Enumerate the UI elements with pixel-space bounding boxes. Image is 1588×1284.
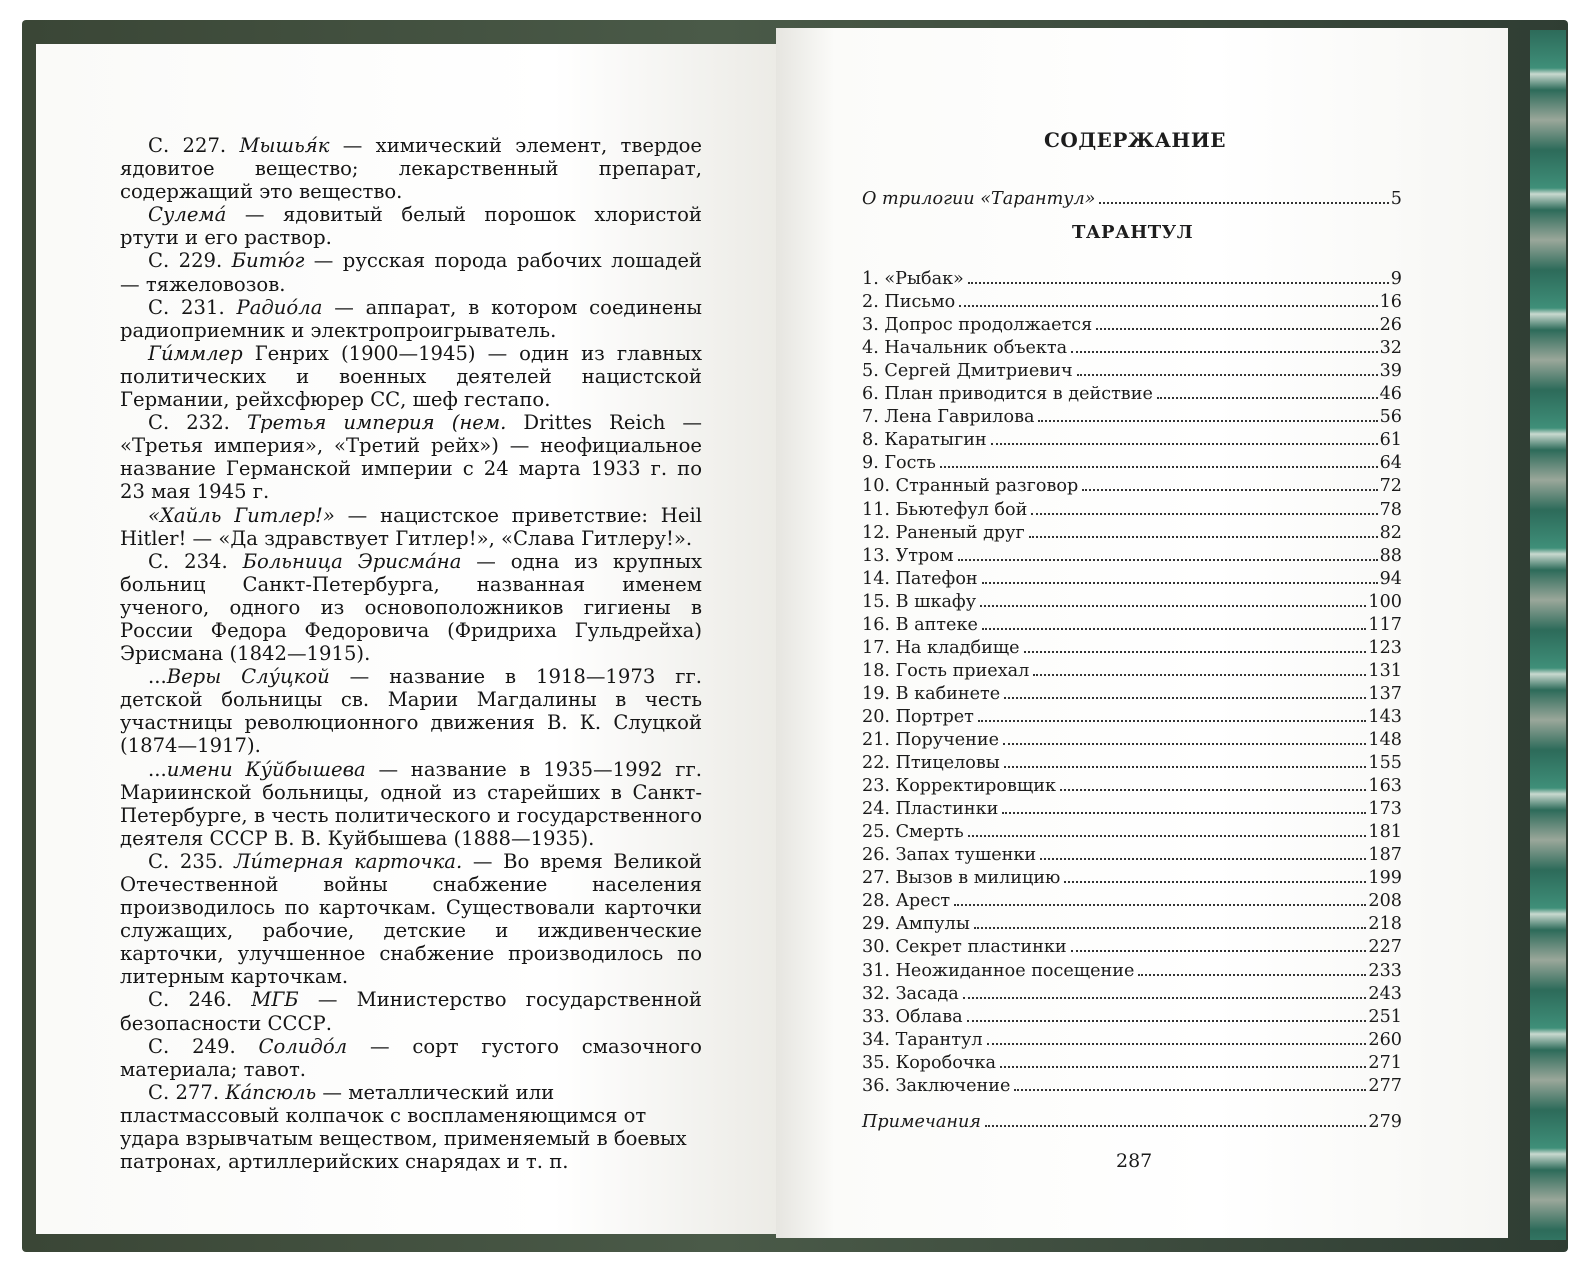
toc-leader-dots [1082, 469, 1377, 491]
toc-leader-dots [1024, 631, 1367, 653]
toc-leader-dots [982, 562, 1378, 584]
toc-chapter-row[interactable] [862, 539, 1402, 566]
toc-chapter-page: 155 [1368, 753, 1402, 774]
toc-chapter-label: 14. Патефон [862, 568, 978, 589]
toc-chapter-page: 137 [1368, 683, 1402, 704]
note-text: — ядовитый белый порошок хлористой ртути и его раствор. [120, 203, 702, 250]
note-term: МГБ [251, 988, 299, 1012]
toc-chapter-label: 32. Засада [862, 983, 959, 1004]
toc-chapter-label: 10. Странный разговор [862, 476, 1079, 497]
note-paragraph [120, 134, 702, 203]
toc-chapter-page: 173 [1368, 799, 1402, 820]
toc-chapter-row[interactable] [862, 838, 1402, 866]
toc-chapter-page: 243 [1368, 983, 1402, 1004]
toc-leader-dots [1014, 1069, 1366, 1091]
toc-chapter-label: 35. Коробочка [862, 1052, 996, 1073]
toc-chapter-row[interactable] [862, 677, 1402, 704]
toc-leader-dots [987, 1023, 1367, 1045]
toc-leader-dots [1004, 746, 1367, 768]
toc-chapter-page: 94 [1379, 568, 1402, 589]
toc-leader-dots [985, 1105, 1366, 1127]
toc-chapter-row[interactable] [862, 769, 1402, 797]
toc-chapter-row[interactable] [862, 308, 1402, 336]
toc-chapter-page: 181 [1368, 822, 1402, 843]
toc-chapter-label: 11. Бьютефул бой [862, 499, 1028, 520]
toc-chapter-row[interactable] [862, 723, 1402, 750]
toc-chapter-row[interactable] [862, 631, 1402, 658]
toc-chapter-label: 3. Допрос продолжается [862, 315, 1093, 336]
toc-leader-dots [954, 884, 1366, 906]
note-paragraph [120, 1081, 702, 1173]
toc-leader-dots [958, 539, 1378, 561]
toc-chapter-label: 34. Тарантул [862, 1029, 983, 1050]
toc-chapter-label: 4. Начальник объекта [862, 338, 1068, 359]
note-paragraph [120, 342, 702, 411]
toc-chapter-page: 61 [1379, 430, 1402, 451]
note-paragraph [120, 203, 702, 249]
toc-chapter-label: 17. На кладбище [862, 637, 1020, 658]
toc-chapter-label: 8. Каратыгин [862, 430, 987, 451]
note-text: — химический элемент, твердое ядовитое вещество; лекарственный препарат, содержащий это вещество. [120, 134, 703, 204]
toc-chapter-label: 30. Секрет пластинки [862, 937, 1067, 958]
toc-chapter-label: 27. Вызов в милицию [862, 868, 1061, 889]
note-term: Веры Слу́цкой [166, 665, 330, 689]
note-paragraph [120, 550, 702, 665]
toc-chapter-row[interactable] [862, 1069, 1402, 1096]
note-term: имени Ку́йбышева [166, 757, 366, 781]
note-text: Drittes Reich — «Третья империя», «Третий рейх») — неофициальное название Германской империи с 24 марта 1933 г. по 23 мая 1945 г. [120, 411, 702, 504]
note-term: Третья империя (нем. [246, 411, 507, 435]
toc-leader-dots [1031, 493, 1377, 515]
note-prefix: С. 249. [148, 1034, 259, 1058]
toc-leader-dots [968, 262, 1389, 284]
note-paragraph [120, 850, 702, 989]
toc-leader-dots [991, 423, 1378, 445]
note-text: — нацистское приветствие: Heil Hitler! — «Да здравствует Гитлер!», «Слава Гитлеру!». [120, 503, 702, 550]
note-term: Ги́ммлер [148, 341, 243, 365]
toc-chapter-row[interactable] [862, 562, 1402, 589]
note-text: — одна из крупных больниц Санкт-Петербурга, названная именем ученого, одного из основоположников гигиены в России Федора Федоровича (Фридриха Гульдрейха) Эрисмана (1842—1915). [120, 549, 703, 666]
note-prefix: С. 231. [148, 295, 237, 319]
toc-chapter-row[interactable] [862, 493, 1402, 520]
toc-chapter-page: 9 [1390, 269, 1402, 289]
toc-chapter-row[interactable] [862, 930, 1402, 958]
toc-leader-dots [940, 446, 1378, 468]
toc-chapter-page: 26 [1379, 315, 1402, 336]
toc-chapter-row[interactable] [862, 585, 1402, 612]
toc-chapter-row[interactable] [862, 977, 1402, 1004]
toc-chapter-row[interactable] [862, 608, 1402, 635]
note-term: «Хайль Гитлер!» [148, 503, 335, 527]
toc-chapter-page: 88 [1379, 545, 1402, 566]
toc-chapter-page: 218 [1368, 914, 1402, 935]
toc-chapter-label: 2. Письмо [862, 292, 956, 313]
toc-chapter-row[interactable] [862, 654, 1402, 681]
toc-leader-dots [1060, 769, 1366, 791]
toc-leader-dots [967, 1000, 1367, 1022]
cover-edge-pattern [1530, 30, 1566, 1240]
toc-chapter-page: 260 [1368, 1029, 1402, 1050]
toc-chapter-row[interactable] [862, 423, 1402, 451]
toc-chapter-label: 12. Раненый друг [862, 522, 1025, 543]
toc-chapter-page: 199 [1368, 868, 1402, 889]
toc-chapter-label: 16. В аптеке [862, 614, 978, 635]
toc-leader-dots [1157, 377, 1378, 399]
toc-leader-dots [1033, 654, 1366, 676]
toc-chapter-label: 18. Гость приехал [862, 660, 1030, 681]
toc-leader-dots [963, 977, 1367, 999]
toc-chapter-page: 131 [1368, 660, 1402, 681]
toc-leader-dots [1096, 308, 1377, 330]
toc-leader-dots [1071, 930, 1367, 952]
toc-chapter-row[interactable] [862, 954, 1402, 981]
note-term: Больница Эрисма́на [242, 549, 462, 573]
note-paragraph [120, 504, 702, 550]
toc-leader-dots [978, 700, 1366, 722]
toc-chapter-page: 233 [1368, 960, 1402, 981]
toc-chapter-label: 23. Корректировщик [862, 776, 1057, 797]
note-text: — аппарат, в котором соединены радиоприемник и электропроигрыватель. [120, 295, 702, 342]
toc-chapter-label: 9. Гость [862, 453, 936, 474]
note-term: Ли́терная карточка. [234, 849, 463, 873]
note-prefix: ... [148, 665, 167, 689]
toc-chapter-page: 64 [1379, 453, 1402, 474]
toc-intro-row[interactable] [862, 182, 1402, 209]
toc-chapter-label: 15. В шкафу [862, 591, 977, 612]
toc-chapter-page: 148 [1368, 730, 1402, 750]
toc-chapter-label: 1. «Рыбак» [862, 269, 964, 289]
toc-chapter-row[interactable] [862, 446, 1402, 474]
toc-leader-dots [1040, 838, 1366, 860]
note-term: Ка́псюль [225, 1080, 317, 1104]
note-prefix: С. 277. [148, 1080, 226, 1104]
toc-chapter-label: 13. Утром [862, 545, 954, 566]
note-text: Генрих (1900—1945) — один из главных политических и военных деятелей нацистской Германии, рейхсфюрер СС, шеф гестапо. [120, 341, 702, 412]
toc-chapter-row[interactable] [862, 792, 1402, 820]
note-paragraph [120, 296, 702, 342]
note-term: Мышья́к [239, 134, 330, 157]
toc-notes-label: Примечания [862, 1112, 981, 1132]
toc-chapter-row[interactable] [862, 746, 1402, 774]
toc-chapter-label: 7. Лена Гаврилова [862, 407, 1035, 428]
note-text: — название в 1935—1992 гг. Мариинской больницы, одной из старейших в Санкт-Петербурге, в честь политического и государственного деятеля СССР В. В. Куйбышева (1888—1935). [120, 757, 703, 850]
toc-leader-dots [1002, 792, 1366, 814]
note-prefix: С. 229. [148, 249, 232, 273]
toc-leader-dots [1071, 331, 1377, 353]
toc-chapter-page: 46 [1379, 384, 1402, 405]
toc-chapter-page: 271 [1368, 1052, 1402, 1073]
page-number: 287 [1116, 1150, 1153, 1172]
note-term: Сулема́ [148, 203, 227, 227]
note-text: — сорт густого смазочного материала; тавот. [120, 1034, 702, 1081]
section-title: ТАРАНТУЛ [1072, 222, 1194, 243]
toc-chapter-page: 32 [1379, 338, 1402, 359]
toc-chapter-page: 16 [1379, 292, 1402, 313]
toc-chapter-label: 21. Поручение [862, 730, 1000, 750]
toc-title: СОДЕРЖАНИЕ [1044, 128, 1226, 152]
toc-leader-dots [1038, 400, 1377, 422]
note-prefix: С. 246. [148, 988, 252, 1012]
note-text: — металлический или пластмассовый колпачок с воспламеняющимся от удара взрывчатым веществом, применяемый в боевых патронах, артиллерийских снарядах и т. п. [120, 1080, 687, 1174]
toc-intro-label: О трилогии «Тарантул» [862, 189, 1096, 209]
toc-chapter-row[interactable] [862, 1000, 1402, 1027]
note-paragraph [120, 758, 702, 850]
toc-leader-dots [1029, 516, 1378, 538]
note-paragraph [120, 988, 702, 1034]
toc-chapter-page: 163 [1368, 776, 1402, 797]
note-text: — Во время Великой Отечественной войны снабжение населения производилось по карточкам. Существовали карточки служащих, рабочие, детские и иждивенческие карточки, улучшенное снабжение производилось по литерным карточкам. [120, 849, 702, 989]
toc-chapter-page: 143 [1368, 706, 1402, 727]
toc-leader-dots [959, 285, 1377, 307]
toc-leader-dots [968, 815, 1367, 837]
toc-chapter-row[interactable] [862, 400, 1402, 428]
toc-chapter-row[interactable] [862, 884, 1402, 912]
toc-chapter-label: 26. Запах тушенки [862, 845, 1037, 866]
toc-chapter-page: 277 [1368, 1075, 1402, 1096]
toc-leader-dots [1004, 677, 1366, 699]
toc-chapter-label: 6. План приводится в действие [862, 384, 1153, 405]
toc-chapter-label: 24. Пластинки [862, 799, 999, 820]
toc-chapter-row[interactable] [862, 861, 1402, 889]
note-prefix: С. 232. [148, 411, 247, 435]
toc-chapter-label: 25. Смерть [862, 822, 964, 843]
toc-leader-dots [1003, 723, 1366, 745]
toc-chapter-row[interactable] [862, 700, 1402, 727]
toc-chapter-label: 28. Арест [862, 891, 951, 912]
note-prefix: С. 235. [148, 849, 235, 873]
note-paragraph [120, 249, 702, 295]
toc-chapter-page: 72 [1379, 476, 1402, 497]
toc-chapter-page: 251 [1368, 1006, 1402, 1027]
toc-chapter-row[interactable] [862, 907, 1402, 935]
toc-chapter-label: 33. Облава [862, 1006, 963, 1027]
note-term: Солидо́л [258, 1034, 348, 1058]
toc-notes-row[interactable] [862, 1105, 1402, 1132]
note-text: — Министерство государственной безопасности СССР. [120, 988, 702, 1035]
toc-leader-dots [1099, 182, 1388, 204]
toc-chapter-row[interactable] [862, 1023, 1402, 1050]
toc-chapter-page: 39 [1379, 361, 1402, 382]
note-prefix: С. 227. [148, 134, 240, 157]
toc-chapter-row[interactable] [862, 285, 1402, 313]
note-text: — название в 1918—1973 гг. детской больницы св. Марии Магдалины в честь участницы революционного движения В. К. Слуцкой (1874—1917). [120, 665, 702, 758]
toc-leader-dots [980, 585, 1366, 607]
toc-chapter-page: 100 [1368, 591, 1402, 612]
toc-chapter-label: 20. Портрет [862, 706, 974, 727]
toc-intro-page: 5 [1390, 189, 1402, 209]
toc-chapter-label: 31. Неожиданное посещение [862, 960, 1135, 981]
toc-chapter-label: 5. Сергей Дмитриевич [862, 361, 1073, 382]
note-text: — русская порода рабочих лошадей — тяжеловозов. [120, 249, 702, 296]
toc-chapter-page: 208 [1368, 891, 1402, 912]
note-paragraph [120, 665, 702, 757]
toc-chapter-label: 19. В кабинете [862, 683, 1001, 704]
toc-chapter-page: 123 [1368, 637, 1402, 658]
toc-chapter-row[interactable] [862, 377, 1402, 405]
toc-chapter-page: 56 [1379, 407, 1402, 428]
toc-leader-dots [1138, 954, 1366, 976]
toc-chapter-page: 78 [1379, 499, 1402, 520]
toc-chapter-page: 227 [1368, 937, 1402, 958]
toc-leader-dots [1000, 1046, 1366, 1068]
toc-chapter-page: 117 [1368, 614, 1402, 635]
toc-leader-dots [974, 907, 1367, 929]
toc-chapter-row[interactable] [862, 516, 1402, 543]
toc-chapter-row[interactable] [862, 331, 1402, 359]
toc-chapter-page: 82 [1379, 522, 1402, 543]
toc-chapter-row[interactable] [862, 469, 1402, 497]
note-prefix: ... [148, 757, 167, 781]
toc-chapter-row[interactable] [862, 1046, 1402, 1073]
note-prefix: С. 234. [148, 549, 243, 573]
note-term: Битю́г [231, 249, 305, 273]
note-paragraph [120, 411, 702, 503]
toc-notes-page: 279 [1368, 1112, 1402, 1132]
toc-leader-dots [1064, 861, 1366, 883]
toc-leader-dots [1077, 354, 1378, 376]
note-term: Радио́ла [236, 295, 323, 319]
toc-chapter-row[interactable] [862, 815, 1402, 843]
toc-chapter-row[interactable] [862, 262, 1402, 289]
toc-chapter-label: 22. Птицеловы [862, 753, 1000, 774]
toc-chapter-row[interactable] [862, 354, 1402, 382]
toc-chapter-label: 29. Ампулы [862, 914, 970, 935]
toc-chapter-page: 187 [1368, 845, 1402, 866]
note-paragraph [120, 1035, 702, 1081]
toc-leader-dots [982, 608, 1367, 630]
toc-chapter-label: 36. Заключение [862, 1075, 1011, 1096]
notes-text [120, 134, 702, 1173]
